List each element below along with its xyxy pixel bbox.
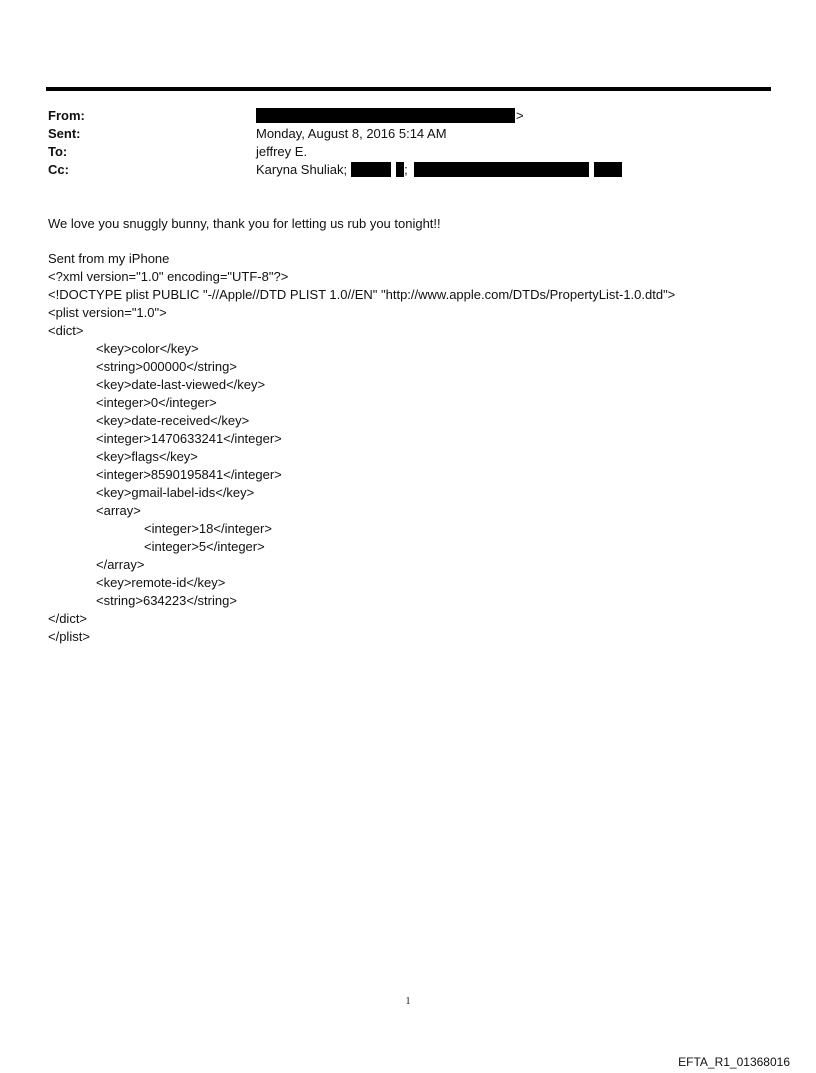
- plist-line: </dict>: [48, 611, 88, 626]
- cc-row: [48, 161, 768, 179]
- plist-line: <key>flags</key>: [96, 449, 198, 464]
- message-text: We love you snuggly bunny, thank you for letting us rub you tonight!!: [48, 216, 441, 231]
- sent-value: Monday, August 8, 2016 5:14 AM: [256, 126, 447, 141]
- document-id: EFTA_R1_01368016: [678, 1055, 790, 1069]
- plist-line: <dict>: [48, 323, 84, 338]
- cc-label: Cc:: [48, 162, 69, 177]
- plist-line: <key>remote-id</key>: [96, 575, 226, 590]
- plist-line: <?xml version="1.0" encoding="UTF-8"?>: [48, 269, 289, 284]
- from-row: [48, 107, 768, 125]
- redaction-bar: [351, 162, 391, 177]
- plist-line: <key>date-received</key>: [96, 413, 250, 428]
- plist-line: <integer>8590195841</integer>: [96, 467, 282, 482]
- cc-name: Karyna Shuliak;: [256, 162, 348, 177]
- sent-label: Sent:: [48, 126, 81, 141]
- plist-line: <plist version="1.0">: [48, 305, 167, 320]
- from-label: From:: [48, 108, 85, 123]
- from-value: [256, 107, 524, 125]
- redaction-bar: [414, 162, 589, 177]
- plist-line: <string>634223</string>: [96, 593, 237, 608]
- redaction-bar: [594, 162, 622, 177]
- plist-line: <integer>1470633241</integer>: [96, 431, 282, 446]
- plist-line: <key>date-last-viewed</key>: [96, 377, 266, 392]
- page-number: 1: [405, 996, 411, 1007]
- plist-line: <array>: [96, 503, 141, 518]
- cc-value: [256, 161, 622, 179]
- plist-line: <key>color</key>: [96, 341, 199, 356]
- plist-line: </array>: [96, 557, 145, 572]
- email-body: [48, 215, 788, 646]
- cc-separator: ;: [404, 162, 408, 177]
- plist-line: <key>gmail-label-ids</key>: [96, 485, 255, 500]
- header-rule: [46, 87, 771, 91]
- from-suffix: >: [516, 108, 524, 123]
- email-header: [48, 107, 768, 179]
- redaction-bar: [396, 162, 404, 177]
- to-value: jeffrey E.: [256, 144, 308, 159]
- plist-line: </plist>: [48, 629, 90, 644]
- redaction-bar: [256, 108, 515, 123]
- plist-line: <integer>18</integer>: [144, 521, 272, 536]
- signature-text: Sent from my iPhone: [48, 251, 170, 266]
- to-row: [48, 143, 768, 161]
- sent-row: [48, 125, 768, 143]
- to-label: To:: [48, 144, 68, 159]
- plist-line: <integer>5</integer>: [144, 539, 265, 554]
- plist-line: <string>000000</string>: [96, 359, 237, 374]
- plist-line: <integer>0</integer>: [96, 395, 217, 410]
- plist-line: <!DOCTYPE plist PUBLIC "-//Apple//DTD PLIST 1.0//EN" "http://www.apple.com/DTDs/PropertyList-1.0.dtd">: [48, 287, 676, 302]
